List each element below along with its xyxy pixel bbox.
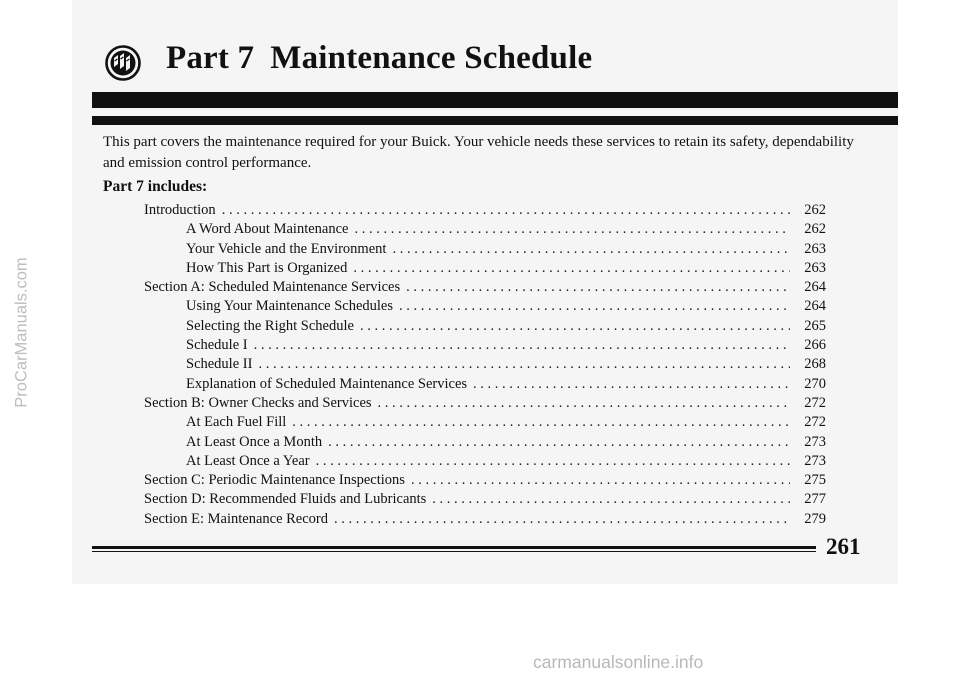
toc-entry: [144, 297, 826, 316]
toc-entry-page: 272: [804, 414, 826, 431]
toc-entry-page: 263: [804, 259, 826, 276]
toc-entry-page: 279: [804, 510, 826, 527]
toc-entry-page: 262: [804, 202, 826, 218]
includes-heading: Part 7 includes:: [103, 178, 208, 195]
toc-entry-label: Selecting the Right Schedule: [186, 317, 354, 334]
toc-entry-label: At Least Once a Year: [186, 452, 310, 469]
toc-entry-page: 268: [804, 356, 826, 373]
toc-entry-label: How This Part is Organized: [186, 259, 348, 276]
header-band-thin: [92, 116, 898, 125]
toc-leader-dots: [354, 220, 790, 239]
toc-entry-label: At Each Fuel Fill: [186, 414, 287, 431]
table-of-contents: [144, 201, 826, 529]
toc-entry: [144, 433, 826, 452]
part-label: Part 7: [166, 40, 255, 76]
toc-entry: [144, 336, 826, 355]
watermark-procarmanuals: ProCarManuals.com: [12, 257, 31, 408]
toc-leader-dots: [292, 413, 790, 432]
toc-entry-label: Section B: Owner Checks and Services: [144, 394, 372, 411]
footer-rule-thick: [92, 546, 816, 549]
toc-leader-dots: [411, 471, 790, 490]
toc-entry-label: Using Your Maintenance Schedules: [186, 298, 394, 315]
toc-entry-page: 264: [804, 279, 826, 296]
toc-entry-page: 277: [804, 491, 826, 508]
toc-entry: [144, 394, 826, 413]
toc-entry-page: 262: [804, 221, 826, 238]
page-title: [166, 40, 592, 77]
toc-entry: [144, 471, 826, 490]
toc-entry: [144, 201, 826, 220]
toc-leader-dots: [432, 490, 790, 509]
toc-entry-label: Section C: Periodic Maintenance Inspections: [144, 472, 405, 489]
intro-paragraph: This part covers the maintenance required for your Buick. Your vehicle needs these services to retain its safety, dependability and emission control performance.: [103, 134, 854, 171]
toc-leader-dots: [254, 336, 790, 355]
toc-leader-dots: [334, 510, 790, 529]
toc-entry: [144, 240, 826, 259]
toc-leader-dots: [473, 375, 790, 394]
toc-entry-label: A Word About Maintenance: [186, 221, 349, 238]
toc-entry-page: 272: [804, 394, 826, 411]
toc-entry-label: Section A: Scheduled Maintenance Services: [144, 279, 401, 296]
toc-entry-label: At Least Once a Month: [186, 433, 323, 450]
toc-entry: [144, 278, 826, 297]
toc-entry-label: Schedule I: [186, 337, 248, 354]
footer-rule-thin: [92, 551, 816, 552]
toc-leader-dots: [353, 259, 790, 278]
toc-entry-page: 270: [804, 375, 826, 392]
toc-leader-dots: [328, 433, 790, 452]
toc-entry: [144, 375, 826, 394]
page-number: 261: [826, 534, 861, 559]
toc-entry-label: Your Vehicle and the Environment: [186, 240, 387, 257]
toc-entry: [144, 413, 826, 432]
watermark-carmanualsonline: carmanualsonline.info: [533, 652, 704, 672]
toc-entry-page: 273: [804, 433, 826, 450]
toc-entry: [144, 452, 826, 471]
toc-leader-dots: [222, 201, 790, 220]
toc-entry-page: 265: [804, 317, 826, 334]
header-band-thick: [92, 92, 898, 108]
toc-entry: [144, 259, 826, 278]
toc-leader-dots: [316, 452, 790, 471]
toc-entry-page: 266: [804, 337, 826, 354]
toc-leader-dots: [258, 355, 790, 374]
toc-entry-label: Section D: Recommended Fluids and Lubricants: [144, 491, 427, 508]
toc-entry: [144, 355, 826, 374]
toc-entry-page: 263: [804, 240, 826, 257]
toc-entry-label: Schedule II: [186, 356, 253, 373]
toc-leader-dots: [392, 240, 790, 259]
toc-entry-page: 273: [804, 452, 826, 469]
buick-tri-shield-emblem-icon: [105, 45, 141, 81]
toc-entry-page: 264: [804, 298, 826, 315]
toc-entry: [144, 510, 826, 529]
toc-entry-label: Explanation of Scheduled Maintenance Services: [186, 375, 468, 392]
toc-leader-dots: [399, 297, 790, 316]
toc-entry-page: 275: [804, 472, 826, 489]
toc-leader-dots: [378, 394, 790, 413]
toc-leader-dots: [360, 317, 790, 336]
part-title-text: Maintenance Schedule: [270, 40, 593, 76]
toc-entry: [144, 490, 826, 509]
toc-entry-label: Section E: Maintenance Record: [144, 510, 329, 527]
toc-leader-dots: [406, 278, 790, 297]
toc-entry: [144, 317, 826, 336]
toc-entry: [144, 220, 826, 239]
toc-entry-label: Introduction: [144, 202, 216, 218]
